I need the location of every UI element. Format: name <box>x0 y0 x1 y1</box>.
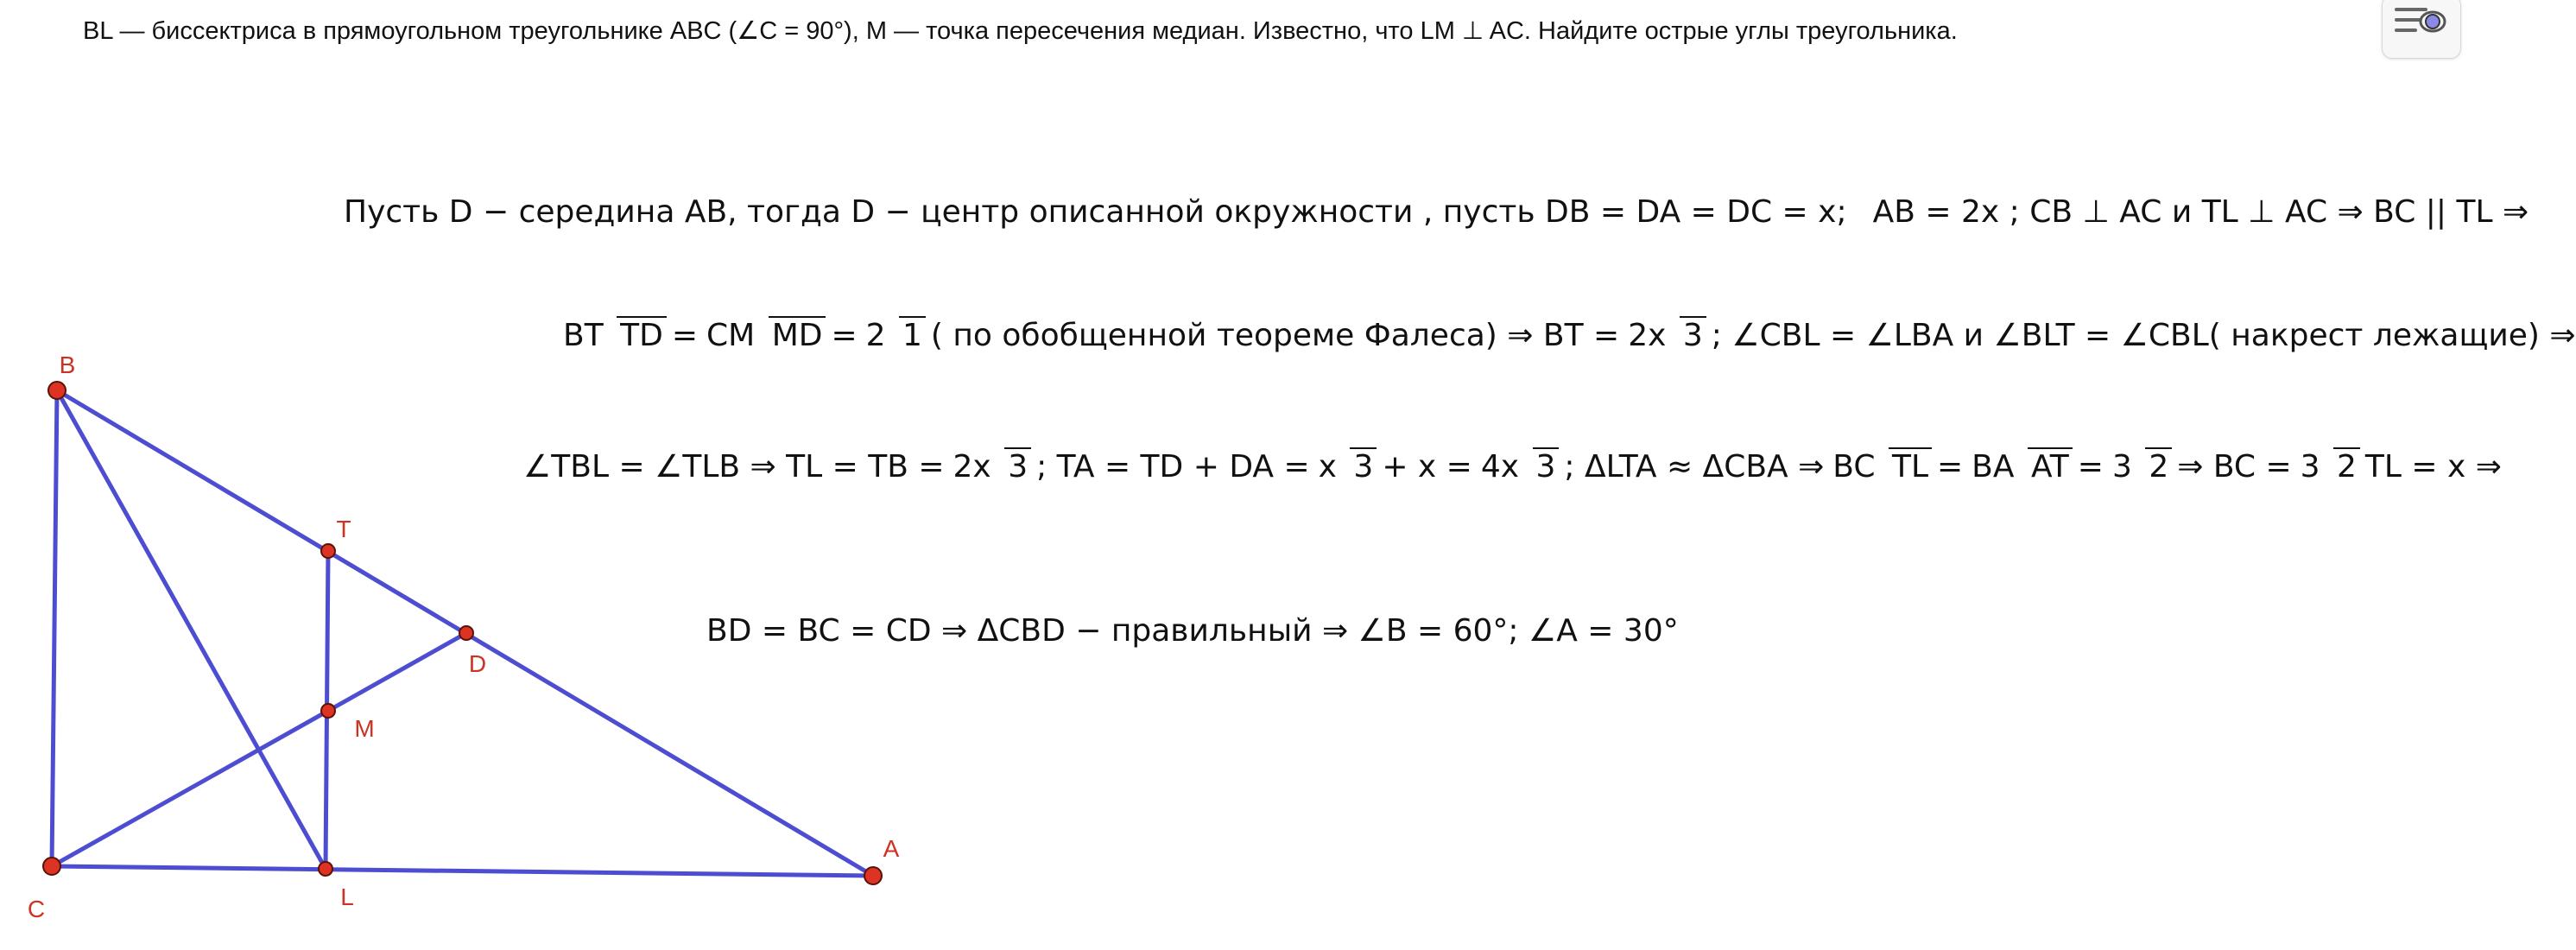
fraction-ba-at: BA AT <box>1968 449 2073 484</box>
point-label-m: M <box>354 715 375 742</box>
point-label-d: D <box>468 650 487 677</box>
equals-sign: = <box>2077 449 2104 485</box>
solution-line-3-text-6: TL = x ⇒ <box>2364 449 2502 485</box>
point-t[interactable] <box>321 544 335 558</box>
fraction-x-3: x 3 <box>1315 449 1377 484</box>
point-c[interactable] <box>43 858 60 875</box>
point-label-t: T <box>336 516 351 542</box>
point-d[interactable] <box>459 626 473 640</box>
equals-sign: = <box>671 318 699 354</box>
fraction-bt-td: BT TD <box>560 318 667 353</box>
fraction-cm-md: CM MD <box>703 318 826 353</box>
point-b[interactable] <box>48 382 66 399</box>
fraction-2x-3: 2x 3 <box>1624 318 1706 353</box>
point-m[interactable] <box>321 704 335 718</box>
point-label-b: B <box>59 352 76 378</box>
triangle-diagram <box>0 0 950 950</box>
equals-sign: = <box>1937 449 1964 485</box>
fraction-bc-tl: BC TL <box>1829 449 1932 484</box>
segment-cb[interactable] <box>52 390 57 866</box>
segment-bl[interactable] <box>57 390 326 869</box>
point-label-a: A <box>883 835 900 862</box>
solution-line-1-part-b: AB = 2x ; CB ⊥ AC и TL ⊥ AC ⇒ BC || TL ⇒ <box>1872 194 2529 230</box>
point-label-l: L <box>340 884 354 910</box>
fraction-2x-3: 2x 3 <box>950 449 1032 484</box>
graphing-logo-icon <box>2421 12 2445 31</box>
segment-cd[interactable] <box>52 633 466 866</box>
point-l[interactable] <box>319 862 332 876</box>
solution-line-3-text-1: ∠TBL = ∠TLB ⇒ TL = TB = <box>523 449 945 485</box>
fraction-2-1: 2 1 <box>863 318 926 353</box>
fraction-4x-3: 4x 3 <box>1478 449 1560 484</box>
menu-lines-icon <box>2395 3 2450 46</box>
point-label-c: C <box>27 896 46 922</box>
segment-ca[interactable] <box>52 866 873 876</box>
point-a[interactable] <box>864 867 882 884</box>
solution-line-3-text-4: ; ΔLTA ≈ ΔCBA ⇒ <box>1564 449 1825 485</box>
solution-line-3-text-2: ; TA = TD + DA = <box>1036 449 1310 485</box>
solution-line-1-part-a: Пусть D − середина AB, тогда D − центр описанной окружности , пусть DB = DA = DC = x; <box>344 194 1847 230</box>
problem-statement: BL — биссектриса в прямоугольном треугольнике ABC (∠C = 90°), M — точка пересечения медиан. Известно, что LM ⊥ AC. Найдите острые углы треугольника. <box>83 17 1958 45</box>
solution-line-3-text-5: ⇒ BC = <box>2177 449 2292 485</box>
solution-line-3-text-3: + x = <box>1382 449 1472 485</box>
fraction-3-2: 3 2 <box>2297 449 2360 484</box>
menu-button[interactable] <box>2382 0 2461 59</box>
solution-line-4-text: BD = BC = CD ⇒ ΔCBD − правильный ⇒ ∠B = 60°; ∠A = 30° <box>706 613 1679 649</box>
solution-line-2-text-1: ( по обобщенной теореме Фалеса) ⇒ BT = <box>930 318 1620 354</box>
solution-line-2-text-2: ; ∠CBL = ∠LBA и ∠BLT = ∠CBL( накрест лежащие) ⇒ <box>1711 318 2576 354</box>
equals-sign: = <box>831 318 858 354</box>
fraction-3-2: 3 2 <box>2109 449 2172 484</box>
